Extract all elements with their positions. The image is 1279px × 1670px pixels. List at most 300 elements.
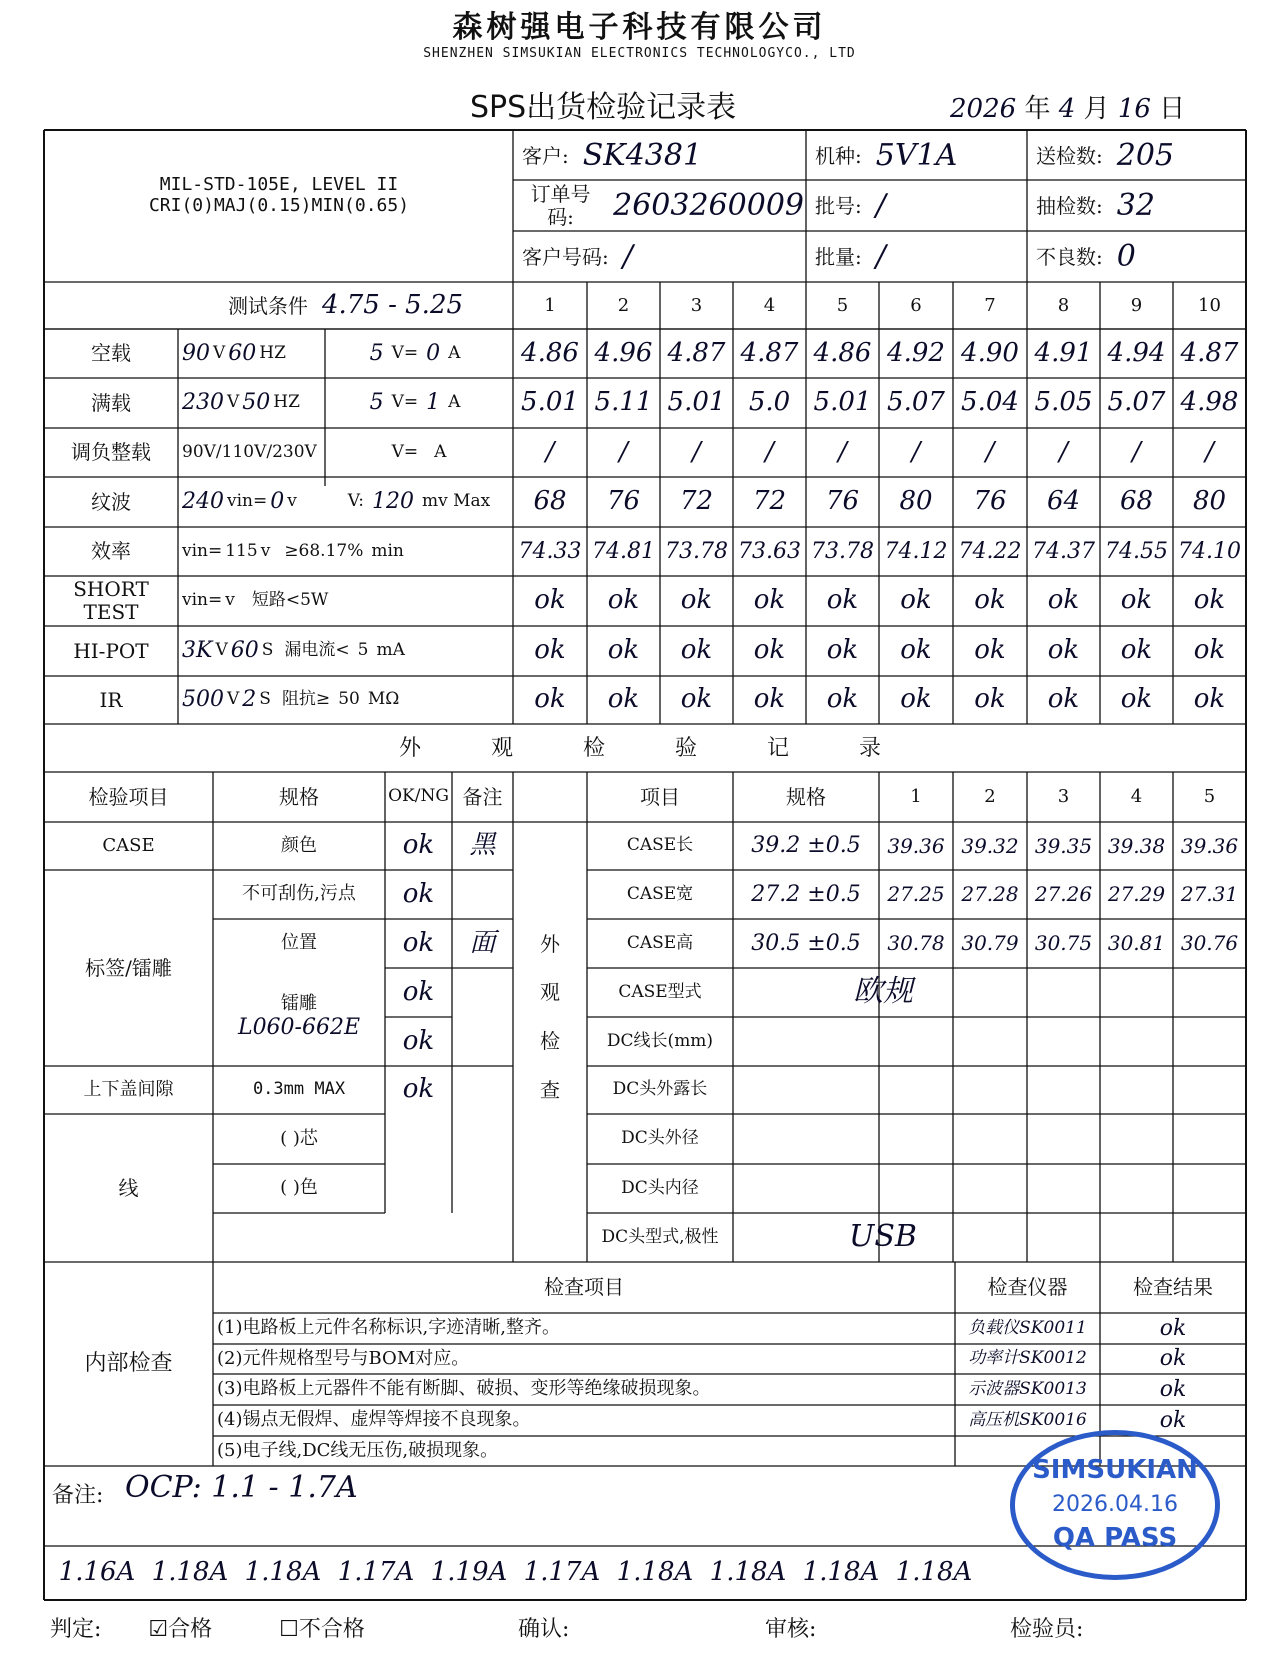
test-value: ok xyxy=(534,635,566,666)
header-okng: OK/NG xyxy=(388,786,449,807)
case-label: CASE xyxy=(102,834,155,856)
sample-col-10: 10 xyxy=(1198,294,1221,316)
test-value: 68 xyxy=(1119,486,1154,517)
internal-header-instrument: 检查仪器 xyxy=(987,1275,1068,1299)
test-row-cond1 xyxy=(178,329,325,378)
test-value: ok xyxy=(900,684,932,715)
appearance-spec xyxy=(733,1114,879,1164)
spec-laser xyxy=(213,968,385,1066)
ocp-value: 1.17A xyxy=(523,1557,601,1588)
appearance-title-char: 记 xyxy=(766,736,789,762)
internal-instrument: 功率计SK0012 xyxy=(968,1348,1087,1369)
sample-col-5: 5 xyxy=(836,294,849,316)
info-value-batch: / xyxy=(875,187,886,223)
cond2-c2b: V= xyxy=(391,441,419,462)
test-row-cond1 xyxy=(178,676,513,724)
result-gap: ok xyxy=(402,1074,435,1105)
spec-color: 颜色 xyxy=(281,834,317,856)
gap-label: 上下盖间隙 xyxy=(83,1078,174,1100)
test-value: / xyxy=(765,436,774,467)
appearance-item: CASE长 xyxy=(626,835,694,856)
test-value: 72 xyxy=(752,486,787,517)
test-value: / xyxy=(911,436,921,467)
date-year: 2026 xyxy=(950,94,1017,124)
test-row-cond2 xyxy=(325,329,513,378)
appearance-value: 27.31 xyxy=(1180,882,1239,906)
test-value: 5.0 xyxy=(748,387,791,418)
test-value: / xyxy=(838,436,847,467)
result-laser-1: ok xyxy=(402,976,435,1007)
internal-check-item: (1)电路板上元件名称标识,字迹清晰,整齐。 xyxy=(217,1317,560,1339)
test-row-cond2 xyxy=(325,477,513,527)
spec-laser-label: 镭雕 xyxy=(281,993,317,1014)
stamp-date: 2026.04.16 xyxy=(1052,1492,1178,1518)
aql-standard-line2: CRI(0)MAJ(0.15)MIN(0.65) xyxy=(148,195,410,216)
test-value: ok xyxy=(1120,585,1153,616)
test-value: 4.86 xyxy=(521,337,579,368)
test-value: ok xyxy=(680,635,713,666)
test-value: 80 xyxy=(1192,486,1227,517)
test-value: / xyxy=(619,436,628,467)
stamp-qa-pass: QA PASS xyxy=(1052,1522,1178,1553)
cond2-c2b: V: xyxy=(347,491,365,512)
test-value: 5.07 xyxy=(1107,387,1166,418)
test-value: 4.87 xyxy=(667,337,726,368)
test-row-name: IR xyxy=(99,687,123,712)
test-value: 73.63 xyxy=(738,538,801,564)
cond1-c1d: S xyxy=(259,689,271,710)
appearance-value: 30.79 xyxy=(961,931,1019,955)
test-value: ok xyxy=(753,684,786,715)
cond1-c1a: 90V/110V/230V xyxy=(182,441,317,462)
test-row-cond2 xyxy=(325,428,513,477)
header-spec2: 规格 xyxy=(786,784,826,809)
sample-col-6: 6 xyxy=(910,294,922,316)
test-value: ok xyxy=(534,684,566,715)
info-field-order xyxy=(518,181,804,231)
test-value: 5.01 xyxy=(813,387,872,418)
test-value: / xyxy=(1132,436,1141,467)
ocp-value: 1.17A xyxy=(337,1557,415,1588)
test-value: / xyxy=(692,436,701,467)
result-position: ok xyxy=(402,927,435,958)
sample-col-1: 1 xyxy=(544,294,556,316)
appearance-spec xyxy=(733,1164,879,1213)
cond2-c2d: mv Max xyxy=(422,491,491,512)
cond1-c1a: 240 xyxy=(182,489,224,515)
appearance-col-1: 1 xyxy=(910,785,922,807)
cond2-c2a: 阻抗≥ xyxy=(281,689,331,710)
test-value: ok xyxy=(974,684,1006,715)
appearance-title-char: 验 xyxy=(674,736,697,762)
spec-wire-core: ( )芯 xyxy=(280,1127,318,1149)
test-row-name: 调负整载 xyxy=(71,440,151,464)
info-value-order: 2603260009 xyxy=(613,187,804,223)
date-day-label: 日 xyxy=(1159,94,1186,124)
appearance-value: 39.38 xyxy=(1107,833,1166,858)
test-value: ok xyxy=(1120,684,1153,715)
test-value: ok xyxy=(900,585,932,616)
info-value-lot: / xyxy=(875,238,886,274)
appearance-value: 27.29 xyxy=(1107,882,1166,906)
test-value: 76 xyxy=(973,486,1007,517)
info-value-customer: SK4381 xyxy=(582,137,703,173)
test-value: 74.37 xyxy=(1032,538,1095,564)
ocp-value: 1.18A xyxy=(151,1557,229,1588)
appearance-item: CASE高 xyxy=(626,932,694,953)
ocp-value: 1.18A xyxy=(244,1557,322,1588)
test-row-cond1 xyxy=(178,378,325,428)
test-row-name: 纹波 xyxy=(91,489,131,514)
cond1-c1d: v xyxy=(287,491,297,512)
cond2-c2d: A xyxy=(448,342,461,363)
cond2-c2a: 5 xyxy=(369,340,384,366)
info-value-submitted: 205 xyxy=(1116,137,1175,173)
appearance-value: 27.28 xyxy=(961,882,1019,906)
internal-check-item: (4)锡点无假焊、虚焊等焊接不良现象。 xyxy=(217,1409,531,1431)
test-value: 74.12 xyxy=(884,538,948,564)
info-field-defect xyxy=(1032,232,1244,282)
internal-result: ok xyxy=(1159,1376,1187,1402)
spec-scratch: 不可刮伤,污点 xyxy=(242,883,356,905)
appearance-spec: 欧规 xyxy=(853,974,913,1010)
judge-field xyxy=(50,1612,365,1643)
info-label-lot: 批量: xyxy=(815,244,862,269)
internal-instrument: 高压机SK0016 xyxy=(968,1409,1087,1430)
cond1-c1d: HZ xyxy=(259,342,286,363)
appearance-title-char: 外 xyxy=(398,736,421,762)
cond1-c1b: v xyxy=(225,590,235,611)
cond1-c1b: V xyxy=(213,342,226,363)
appearance-item: CASE宽 xyxy=(626,883,694,904)
company-name-cn: 森树强电子科技有限公司 xyxy=(452,10,827,45)
appearance-value: 39.35 xyxy=(1034,833,1093,858)
sample-col-8: 8 xyxy=(1057,294,1070,316)
test-value: 4.98 xyxy=(1180,387,1239,418)
appearance-value: 30.81 xyxy=(1107,931,1166,955)
info-label-model: 机种: xyxy=(815,143,862,168)
cond1-c1c: v xyxy=(260,540,271,561)
test-value: 5.07 xyxy=(887,387,945,418)
pass-label: 合格 xyxy=(168,1617,213,1642)
test-value: ok xyxy=(1193,585,1226,616)
test-value: 74.22 xyxy=(958,538,1022,564)
test-condition-value: 4.75 - 5.25 xyxy=(321,290,464,321)
info-field-batch xyxy=(811,181,1025,231)
cond2-c2c: 1 xyxy=(426,390,441,416)
inspector-label: 检验员: xyxy=(1010,1617,1084,1642)
test-condition xyxy=(180,283,511,329)
test-value: 4.96 xyxy=(594,337,653,368)
appearance-spec: 30.5 ±0.5 xyxy=(751,930,861,956)
test-value: / xyxy=(545,436,555,467)
cond1-c1c: 60 xyxy=(228,340,257,366)
cond2-c2a: 短路<5W xyxy=(251,590,329,611)
info-field-submitted xyxy=(1032,131,1244,181)
cond2-c2a: 5 xyxy=(369,390,384,416)
test-value: ok xyxy=(826,684,859,715)
appearance-title-char: 检 xyxy=(582,736,605,762)
wire-label: 线 xyxy=(118,1175,139,1200)
test-row-name: SHORT TEST xyxy=(73,577,149,624)
cond1-c1b: 115 xyxy=(225,540,258,561)
info-value-sample: 32 xyxy=(1116,187,1155,223)
test-value: ok xyxy=(974,635,1006,666)
test-value: ok xyxy=(900,635,932,666)
form-title: SPS出货检验记录表 xyxy=(470,90,737,125)
cond2-c2c: 0 xyxy=(426,340,441,366)
label-laser-label: 标签/镭雕 xyxy=(85,955,172,980)
test-value: 80 xyxy=(899,486,933,517)
info-label-defect: 不良数: xyxy=(1036,244,1103,269)
test-value: ok xyxy=(534,585,566,616)
test-value: 4.91 xyxy=(1034,337,1093,368)
sample-col-3: 3 xyxy=(690,294,703,316)
test-value: ok xyxy=(607,635,640,666)
pass-checkbox[interactable]: ☑ xyxy=(148,1617,169,1642)
test-value: ok xyxy=(753,585,786,616)
test-row-name: 满载 xyxy=(91,390,131,415)
test-row-cond1 xyxy=(178,626,513,676)
test-value: ok xyxy=(753,635,786,666)
test-value: ok xyxy=(607,684,640,715)
test-row-cond1 xyxy=(178,477,325,527)
cond1-c1b: V xyxy=(227,689,240,710)
cond2-c2b: min xyxy=(371,540,404,561)
test-value: ok xyxy=(826,635,859,666)
appearance-col-3: 3 xyxy=(1057,785,1070,807)
cond2-c2d: A xyxy=(448,392,461,413)
header-item: 检验项目 xyxy=(88,784,169,809)
info-label-order: 订单号码: xyxy=(530,182,591,229)
info-label-sample: 抽检数: xyxy=(1036,193,1103,218)
cond2-c2b: V= xyxy=(391,392,419,413)
appearance-value: 27.26 xyxy=(1034,882,1093,906)
aql-standard-line1: MIL-STD-105E, LEVEL II xyxy=(159,174,399,196)
result-laser-2: ok xyxy=(402,1025,435,1056)
info-label-custno: 客户号码: xyxy=(522,244,609,269)
cond1-c1c: 60 xyxy=(230,638,259,664)
test-value: ok xyxy=(1047,585,1080,616)
stamp-company: SIMSUKIAN xyxy=(1032,1455,1198,1486)
fail-label: 不合格 xyxy=(298,1617,365,1642)
ocp-value: 1.18A xyxy=(802,1557,880,1588)
cond1-c1a: vin= xyxy=(182,590,223,611)
test-value: 4.90 xyxy=(961,337,1019,368)
result-color: ok xyxy=(402,830,435,861)
test-value: 4.92 xyxy=(887,337,945,368)
test-value: ok xyxy=(680,585,713,616)
test-value: 4.87 xyxy=(740,337,799,368)
test-value: ok xyxy=(1047,684,1080,715)
test-value: 74.81 xyxy=(592,538,655,564)
spec-gap: 0.3mm MAX xyxy=(252,1079,346,1100)
internal-instrument: 示波器SK0013 xyxy=(968,1378,1087,1399)
test-value: 74.33 xyxy=(518,538,582,564)
cond2-c2c: 120 xyxy=(372,489,415,515)
test-value: 4.87 xyxy=(1180,337,1239,368)
cond1-c1a: 90 xyxy=(182,340,210,366)
test-value: ok xyxy=(680,684,713,715)
cond2-c2b: V= xyxy=(391,342,419,363)
appearance-value: 39.32 xyxy=(961,833,1019,858)
appearance-value: 27.25 xyxy=(887,882,945,906)
spec-wire-color: ( )色 xyxy=(280,1177,318,1199)
info-field-customer xyxy=(518,131,804,181)
info-value-defect: 0 xyxy=(1116,238,1136,274)
test-value: 76 xyxy=(606,486,641,517)
cond1-c1d: S xyxy=(261,640,274,661)
ocp-value: 1.18A xyxy=(616,1557,694,1588)
test-value: 4.94 xyxy=(1107,337,1166,368)
test-value: 68 xyxy=(533,486,567,517)
cond1-c1b: V xyxy=(227,392,240,413)
internal-result: ok xyxy=(1159,1346,1187,1372)
date-month-label: 月 xyxy=(1083,94,1110,124)
appearance-spec: USB xyxy=(849,1219,917,1255)
header-remark: 备注 xyxy=(462,784,503,809)
cond1-c1c: 2 xyxy=(242,687,257,713)
internal-check-label: 内部检查 xyxy=(84,1351,173,1377)
test-value: / xyxy=(1205,436,1214,467)
cond1-c1b: vin= xyxy=(227,491,268,512)
test-value: ok xyxy=(826,585,859,616)
appearance-item: DC头外径 xyxy=(621,1128,699,1149)
cond1-c1a: 3K xyxy=(182,638,213,664)
cond1-c1c: 0 xyxy=(270,489,285,515)
test-row-name: 效率 xyxy=(91,539,131,563)
aql-standard xyxy=(44,176,514,216)
test-value: 4.86 xyxy=(813,337,872,368)
appearance-title-char: 观 xyxy=(490,736,513,762)
date-year-label: 年 xyxy=(1024,94,1051,124)
cond2-c2a: ≥68.17% xyxy=(284,540,364,561)
info-field-sample xyxy=(1032,181,1244,231)
sample-col-4: 4 xyxy=(763,294,776,316)
appearance-spec xyxy=(733,1066,879,1114)
company-name-en: SHENZHEN SIMSUKIAN ELECTRONICS TECHNOLOGYCO., LTD xyxy=(423,46,856,61)
test-value: 64 xyxy=(1046,486,1081,517)
internal-header-result: 检查结果 xyxy=(1133,1275,1213,1299)
cond2-c2a: 漏电流< xyxy=(284,640,350,661)
cond2-c2c: MΩ xyxy=(367,689,400,710)
confirm-label: 确认: xyxy=(518,1617,570,1642)
test-value: / xyxy=(985,436,995,467)
header-item2: 项目 xyxy=(640,784,680,809)
internal-result: ok xyxy=(1159,1407,1187,1433)
cond1-c1c: 50 xyxy=(242,390,271,416)
test-row-name: 空载 xyxy=(91,341,131,365)
test-value: 5.04 xyxy=(961,387,1019,418)
appearance-side-char: 观 xyxy=(540,979,560,1004)
ocp-value: 1.16A xyxy=(58,1557,136,1588)
review-label: 审核: xyxy=(765,1617,817,1642)
sample-col-2: 2 xyxy=(617,294,630,316)
test-value: ok xyxy=(607,585,640,616)
cond1-c1a: 500 xyxy=(182,687,224,713)
test-value: 5.11 xyxy=(594,387,653,418)
test-row-cond1 xyxy=(178,576,513,626)
info-label-submitted: 送检数: xyxy=(1036,143,1103,168)
cond2-c2b: 50 xyxy=(338,689,360,710)
fail-checkbox[interactable]: ☐ xyxy=(279,1617,299,1642)
info-value-custno: / xyxy=(622,238,633,274)
remark-color: 黑 xyxy=(469,830,496,861)
appearance-value: 30.75 xyxy=(1034,931,1093,955)
test-value: ok xyxy=(1193,635,1226,666)
test-value: 74.55 xyxy=(1105,538,1168,564)
ocp-value: 1.18A xyxy=(895,1557,973,1588)
test-value: 73.78 xyxy=(811,538,874,564)
appearance-title-char: 录 xyxy=(858,736,881,762)
ocp-value: 1.18A xyxy=(709,1557,787,1588)
test-value: ok xyxy=(1047,635,1080,666)
appearance-col-2: 2 xyxy=(984,785,996,807)
appearance-value: 30.78 xyxy=(887,931,945,955)
cond2-c2b: 5 xyxy=(357,640,369,661)
ocp-value: 1.19A xyxy=(430,1557,508,1588)
appearance-item: DC头型式,极性 xyxy=(601,1226,719,1247)
date-month: 4 xyxy=(1058,94,1076,124)
info-field-model xyxy=(811,131,1025,181)
test-value: 5.05 xyxy=(1034,387,1093,418)
appearance-value: 39.36 xyxy=(887,833,945,858)
info-label-customer: 客户: xyxy=(522,143,569,168)
test-value: ok xyxy=(974,585,1006,616)
appearance-item: DC线长(mm) xyxy=(606,1030,714,1051)
test-value: 5.01 xyxy=(521,387,579,418)
remark-position: 面 xyxy=(469,927,496,958)
appearance-value: 39.36 xyxy=(1180,833,1239,858)
cond2-c2c: mA xyxy=(376,640,405,661)
internal-result: ok xyxy=(1159,1315,1187,1341)
internal-check-item: (5)电子线,DC线无压伤,破损现象。 xyxy=(217,1439,499,1461)
appearance-item: CASE型式 xyxy=(618,981,702,1002)
test-value: ok xyxy=(1193,684,1226,715)
test-row-name: HI-POT xyxy=(73,638,149,663)
appearance-item: DC头外露长 xyxy=(612,1079,708,1100)
test-value: 74.10 xyxy=(1178,538,1241,564)
cond1-c1a: vin= xyxy=(182,540,223,561)
internal-check-item: (3)电路板上元器件不能有断脚、破损、变形等绝缘破损现象。 xyxy=(217,1378,711,1400)
appearance-col-4: 4 xyxy=(1130,785,1143,807)
cond1-c1b: V xyxy=(215,640,228,661)
info-field-lot xyxy=(811,232,1025,282)
appearance-spec: 39.2 ±0.5 xyxy=(751,833,861,859)
appearance-spec: 27.2 ±0.5 xyxy=(751,881,861,907)
test-value: / xyxy=(1059,436,1068,467)
cond1-c1a: 230 xyxy=(182,390,224,416)
spec-laser-code: L060-662E xyxy=(237,1014,361,1040)
appearance-value: 30.76 xyxy=(1180,931,1239,955)
sample-col-7: 7 xyxy=(984,294,996,316)
appearance-side-char: 查 xyxy=(540,1077,560,1102)
judge-label: 判定: xyxy=(50,1617,102,1642)
appearance-spec xyxy=(733,1017,879,1066)
test-row-cond1 xyxy=(178,527,513,576)
info-value-model: 5V1A xyxy=(875,137,958,173)
internal-check-item: (2)元件规格型号与BOM对应。 xyxy=(217,1347,470,1369)
info-field-custno xyxy=(518,232,804,282)
test-value: 72 xyxy=(679,486,714,517)
sample-col-9: 9 xyxy=(1130,294,1143,316)
cond2-c2d: A xyxy=(434,441,447,462)
test-row-cond1 xyxy=(178,428,325,477)
test-value: 73.78 xyxy=(665,538,728,564)
test-row-cond2 xyxy=(325,378,513,428)
date-day: 16 xyxy=(1117,94,1151,124)
internal-header-item: 检查项目 xyxy=(544,1275,624,1299)
